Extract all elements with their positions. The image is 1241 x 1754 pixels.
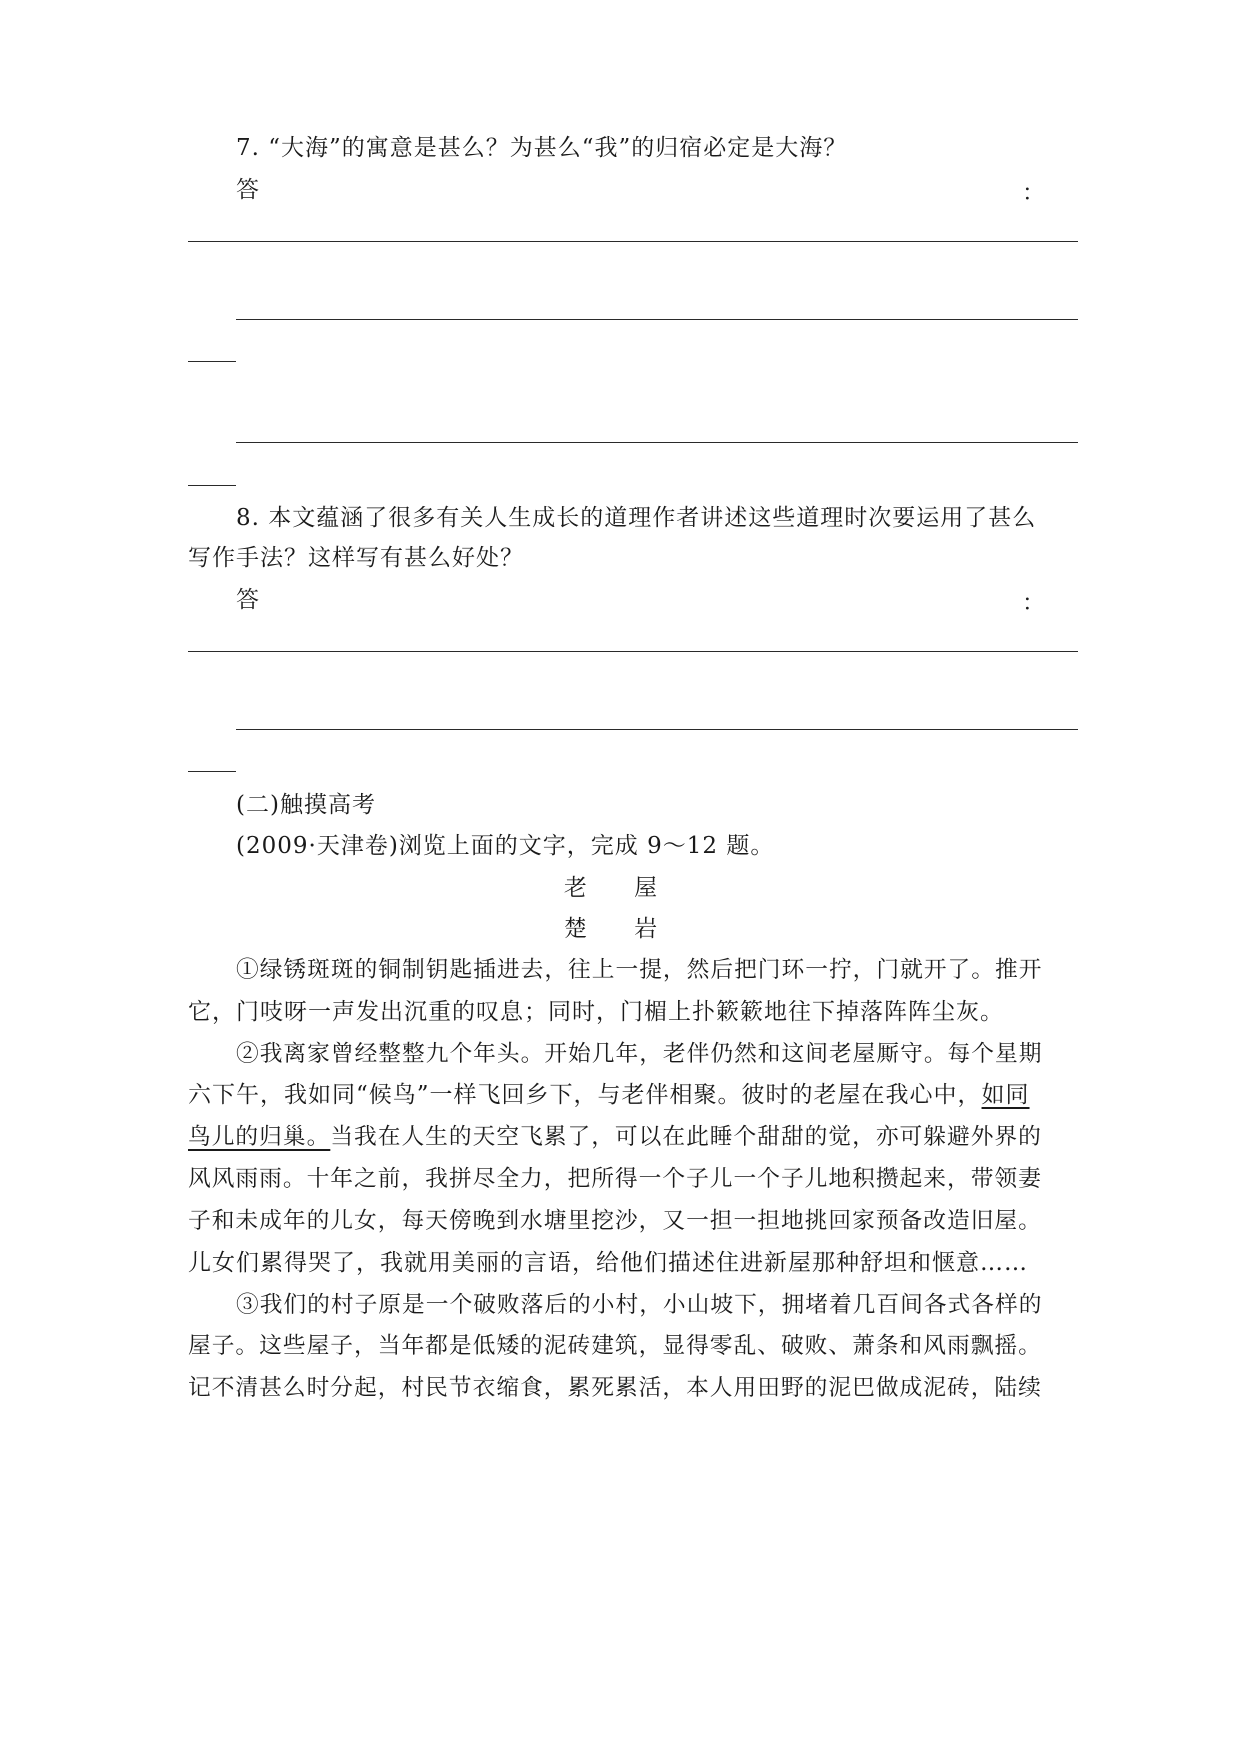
answer-label-7: 答	[236, 177, 260, 203]
answer-colon-7: ：	[1022, 180, 1045, 206]
answer-line[interactable]	[236, 442, 1078, 443]
answer-label-8: 答	[236, 587, 260, 613]
question-8-line-2: 写作手法？这样写有甚么好处？	[188, 545, 524, 571]
section-instruction: (2009·天津卷)浏览上面的文字，完成 9～12 题。	[236, 833, 775, 859]
answer-line[interactable]	[236, 319, 1078, 320]
article-title: 老 屋	[563, 875, 678, 901]
answer-line-tail[interactable]	[188, 361, 236, 362]
paragraph-2-line	[188, 1122, 1042, 1152]
paragraph-3-line: ③我们的村子原是一个破败落后的小村，小山坡下，拥堵着几百间各式各样的	[236, 1292, 1043, 1318]
paragraph-2-text: 当我在人生的天空飞累了，可以在此睡个甜甜的觉，亦可躲避外界的	[330, 1124, 1042, 1150]
paragraph-1-line: ①绿锈斑斑的铜制钥匙插进去，往上一提，然后把门环一拧，门就开了。推开	[236, 957, 1043, 983]
answer-colon-8: ：	[1022, 590, 1045, 616]
paragraph-2-line: 风风雨雨。十年之前，我拼尽全力，把所得一个子儿一个子儿地积攒起来，带领妻	[188, 1166, 1042, 1192]
paragraph-2-line: ②我离家曾经整整九个年头。开始几年，老伴仍然和这间老屋厮守。每个星期	[236, 1041, 1043, 1067]
answer-line-tail[interactable]	[188, 485, 236, 486]
question-8-line-1: 8. 本文蕴涵了很多有关人生成长的道理作者讲述这些道理时次要运用了甚么	[236, 505, 1037, 531]
paragraph-1-line: 它，门吱呀一声发出沉重的叹息；同时，门楣上扑簌簌地往下掉落阵阵尘灰。	[188, 999, 1004, 1025]
paragraph-3-line: 屋子。这些屋子，当年都是低矮的泥砖建筑，显得零乱、破败、萧条和风雨飘摇。	[188, 1333, 1042, 1359]
paragraph-3-line: 记不清甚么时分起，村民节衣缩食，累死累活，本人用田野的泥巴做成泥砖，陆续	[188, 1375, 1042, 1401]
question-7: 7. “大海”的寓意是甚么？为甚么“我”的归宿必定是大海？	[236, 135, 848, 161]
answer-line[interactable]	[188, 651, 1078, 652]
paragraph-2-line: 子和未成年的儿女，每天傍晚到水塘里挖沙，又一担一担地挑回家预备改造旧屋。	[188, 1208, 1042, 1234]
answer-line[interactable]	[236, 729, 1078, 730]
article-author: 楚 岩	[563, 916, 678, 942]
paragraph-2-text: 六下午，我如同“候鸟”一样飞回乡下，与老伴相聚。彼时的老屋在我心中，	[188, 1082, 982, 1108]
paragraph-2-line	[188, 1080, 1042, 1110]
answer-line[interactable]	[188, 241, 1078, 242]
section-heading: (二)触摸高考	[236, 792, 376, 818]
underlined-phrase: 鸟儿的归巢。	[188, 1124, 331, 1150]
answer-line-tail[interactable]	[188, 771, 236, 772]
paragraph-2-line: 儿女们累得哭了，我就用美丽的言语，给他们描述住进新屋那种舒坦和惬意……	[188, 1250, 1028, 1276]
underlined-phrase: 如同	[981, 1082, 1030, 1108]
